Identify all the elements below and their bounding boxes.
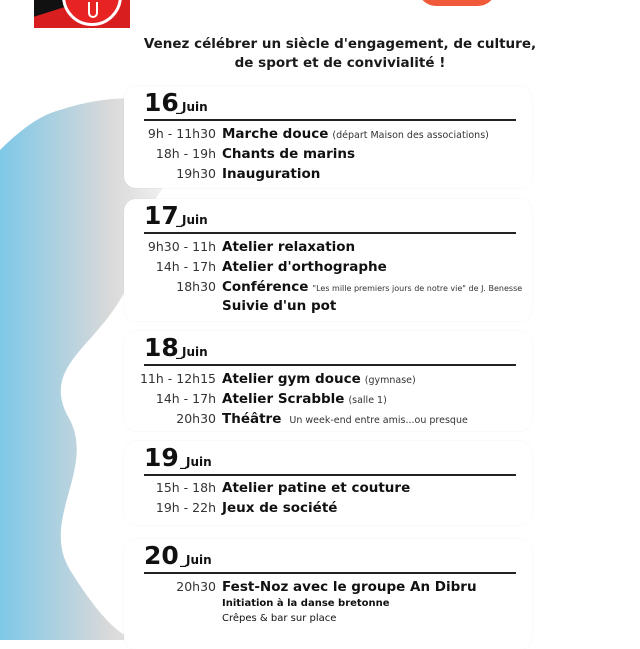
event-title: Atelier Scrabble (salle 1) [222,391,387,407]
event-title: Atelier gym douce (gymnase) [222,371,416,387]
event-title: Théâtre Un week-end entre amis...ou presque [222,411,468,427]
event-row [124,478,532,498]
event-time: 18h - 19h [155,146,216,161]
event-time: 18h30 [176,279,216,294]
day-card-18 [124,331,532,431]
event-title: Jeux de société [222,500,338,516]
month-label: _Juin [176,213,208,227]
event-row [124,296,532,316]
divider [144,572,516,574]
day-card-17 [124,199,532,321]
day-number: 19 [144,443,179,472]
event-title: Marche douce (départ Maison des associations) [222,126,489,142]
intro-line-2: de sport et de convivialité ! [234,55,446,71]
event-time: 15h - 18h [155,480,216,495]
divider [144,232,516,234]
association-logo [34,0,130,28]
event-note: (gymnase) [364,375,416,386]
event-title: Conférence "Les mille premiers jours de notre vie" de J. Benesse [222,279,523,295]
month-label: _Juin [176,100,208,114]
event-row [124,409,532,429]
day-card-19 [124,441,532,525]
event-note: Un week-end entre amis...ou presque [289,415,468,426]
event-time: 20h30 [176,579,216,594]
event-row [124,237,532,257]
event-sub-2: Crêpes & bar sur place [222,613,337,624]
event-row [124,498,532,518]
event-title: Fest-Noz avec le groupe An Dibru [222,579,477,595]
event-time: 14h - 17h [155,259,216,274]
event-time: 14h - 17h [155,391,216,406]
divider [144,364,516,366]
event-time: 19h30 [176,166,216,181]
event-time: 11h - 12h15 [139,371,216,386]
event-row [124,257,532,277]
divider [144,119,516,121]
month-label: _Juin [180,455,212,469]
event-extra: Suivie d'un pot [222,298,337,314]
day-number: 18 [144,333,179,362]
divider [144,474,516,476]
month-label: _Juin [176,345,208,359]
event-title: Inauguration [222,166,321,182]
event-row [124,144,532,164]
intro-line-1: Venez célébrer un siècle d'engagement, de culture, [143,36,537,52]
event-note: "Les mille premiers jours de notre vie" de J. Benesse [312,284,523,293]
day-number: 16 [144,88,179,117]
month-label: _Juin [180,553,212,567]
event-row [124,369,532,389]
event-title: Atelier relaxation [222,239,356,255]
event-row [124,577,532,597]
intro-text [90,35,590,73]
day-number: 17 [144,201,179,230]
event-time: 9h30 - 11h [147,239,216,254]
event-time: 20h30 [176,411,216,426]
day-card-16 [124,86,532,188]
day-card-20 [124,539,532,649]
event-time: 9h - 11h30 [147,126,216,141]
event-title: Atelier d'orthographe [222,259,387,275]
event-note: (départ Maison des associations) [332,130,489,141]
event-row [124,389,532,409]
event-time: 19h - 22h [155,500,216,515]
event-sub-1: Initiation à la danse bretonne [222,598,390,609]
event-row [124,164,532,184]
event-row [124,124,532,144]
event-title: Atelier patine et couture [222,480,411,496]
event-title: Chants de marins [222,146,356,162]
day-number: 20 [144,541,179,570]
event-row [124,277,532,297]
event-note: (salle 1) [348,395,387,406]
